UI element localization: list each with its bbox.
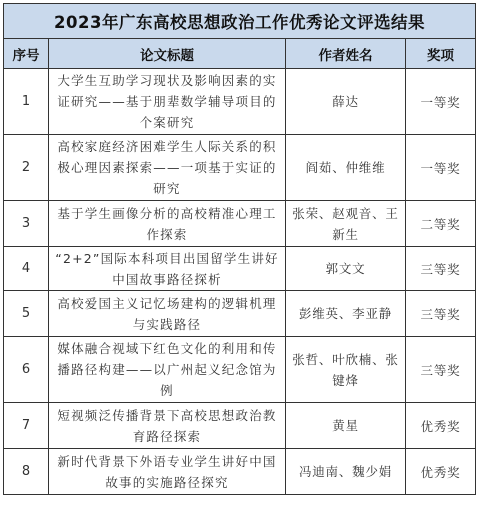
row-title: 高校爱国主义记忆场建构的逻辑机理与实践路径: [49, 291, 286, 337]
row-title: 基于学生画像分析的高校精准心理工作探索: [49, 201, 286, 247]
table-row: [4, 403, 476, 449]
table-row: [4, 69, 476, 135]
row-num: 8: [4, 449, 49, 495]
row-authors: 郭文文: [286, 247, 406, 291]
table-row: [4, 291, 476, 337]
table-row: [4, 337, 476, 403]
row-award: 二等奖: [406, 201, 476, 247]
table-row: [4, 449, 476, 495]
row-award: 一等奖: [406, 69, 476, 135]
row-num: 7: [4, 403, 49, 449]
row-num: 1: [4, 69, 49, 135]
row-authors: 冯迪南、魏少娟: [286, 449, 406, 495]
row-title: 大学生互助学习现状及影响因素的实证研究——基于朋辈数学辅导项目的个案研究: [49, 69, 286, 135]
row-authors: 黄星: [286, 403, 406, 449]
row-num: 2: [4, 135, 49, 201]
row-num: 3: [4, 201, 49, 247]
table-row: [4, 201, 476, 247]
row-authors: 彭维英、李亚静: [286, 291, 406, 337]
header-title: 论文标题: [49, 39, 286, 69]
row-authors: 阎茹、仲维维: [286, 135, 406, 201]
row-num: 4: [4, 247, 49, 291]
row-title: 短视频泛传播背景下高校思想政治教育路径探索: [49, 403, 286, 449]
table-row: [4, 135, 476, 201]
header-num: 序号: [4, 39, 49, 69]
results-table: [3, 3, 476, 495]
row-title: 媒体融合视域下红色文化的利用和传播路径构建——以广州起义纪念馆为例: [49, 337, 286, 403]
row-award: 三等奖: [406, 337, 476, 403]
title-row: [4, 4, 476, 39]
table-row: [4, 247, 476, 291]
header-row: [4, 39, 476, 69]
header-award: 奖项: [406, 39, 476, 69]
results-sheet: [3, 3, 475, 501]
row-authors: 张荣、赵观音、王新生: [286, 201, 406, 247]
table-title: 2023年广东高校思想政治工作优秀论文评选结果: [4, 4, 476, 39]
row-authors: 张哲、叶欣楠、张键烽: [286, 337, 406, 403]
row-title: “2+2”国际本科项目出国留学生讲好中国故事路径探析: [49, 247, 286, 291]
row-award: 优秀奖: [406, 449, 476, 495]
row-award: 一等奖: [406, 135, 476, 201]
row-award: 优秀奖: [406, 403, 476, 449]
row-award: 三等奖: [406, 247, 476, 291]
row-title: 新时代背景下外语专业学生讲好中国故事的实施路径探究: [49, 449, 286, 495]
row-num: 6: [4, 337, 49, 403]
row-title: 高校家庭经济困难学生人际关系的积极心理因素探索——一项基于实证的研究: [49, 135, 286, 201]
row-award: 三等奖: [406, 291, 476, 337]
row-num: 5: [4, 291, 49, 337]
header-authors: 作者姓名: [286, 39, 406, 69]
row-authors: 薛达: [286, 69, 406, 135]
